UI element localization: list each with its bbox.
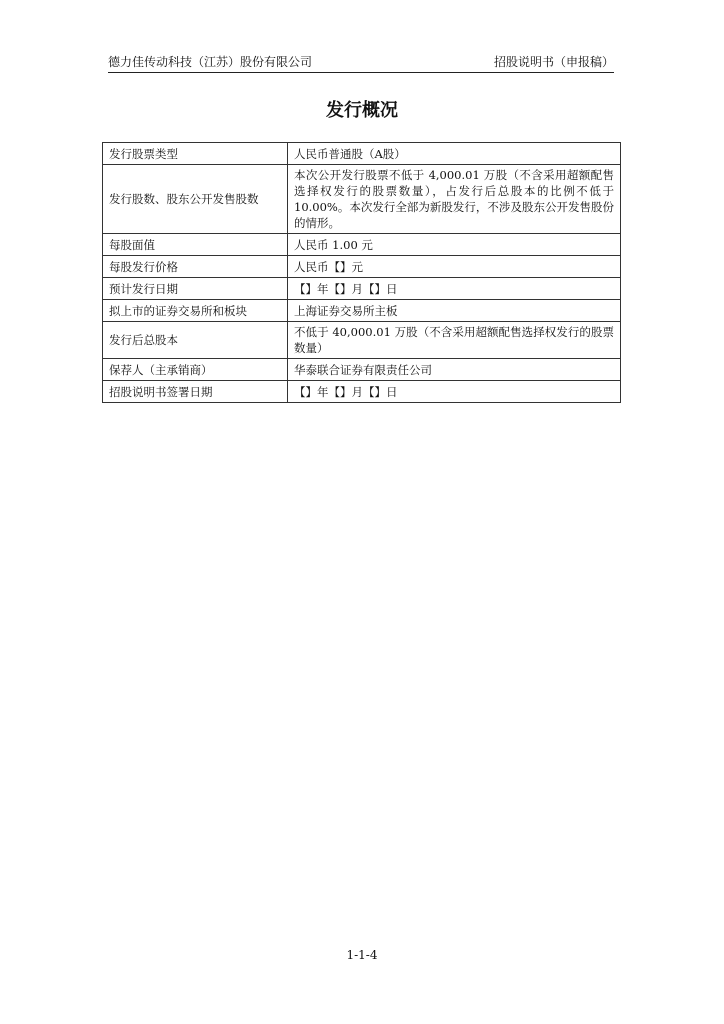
row-label: 预计发行日期: [103, 278, 288, 300]
row-value: 【】年【】月【】日: [288, 381, 621, 403]
row-label: 发行股数、股东公开发售股数: [103, 165, 288, 234]
row-value: 上海证券交易所主板: [288, 300, 621, 322]
row-label: 保荐人（主承销商）: [103, 359, 288, 381]
table-row: [103, 278, 621, 300]
page-title: 发行概况: [326, 100, 398, 121]
row-value: 人民币【】元: [288, 256, 621, 278]
row-label: 发行股票类型: [103, 143, 288, 165]
row-value: 本次公开发行股票不低于 4,000.01 万股（不含采用超额配售选择权发行的股票数量），占发行后总股本的比例不低于 10.00%。本次发行全部为新股发行，不涉及股东公开发售股份的情形。: [288, 165, 621, 234]
table-row: [103, 143, 621, 165]
table-row: [103, 234, 621, 256]
row-label: 招股说明书签署日期: [103, 381, 288, 403]
row-value: 【】年【】月【】日: [288, 278, 621, 300]
row-label: 发行后总股本: [103, 322, 288, 359]
table-row: [103, 322, 621, 359]
table-row: [103, 256, 621, 278]
offering-overview-table: [102, 142, 621, 403]
row-value: 不低于 40,000.01 万股（不含采用超额配售选择权发行的股票数量）: [288, 322, 621, 359]
row-value: 人民币普通股（A股）: [288, 143, 621, 165]
row-value: 华泰联合证券有限责任公司: [288, 359, 621, 381]
table-row: [103, 300, 621, 322]
table-row: [103, 359, 621, 381]
row-value: 人民币 1.00 元: [288, 234, 621, 256]
header-company-name: 德力佳传动科技（江苏）股份有限公司: [108, 55, 313, 69]
row-label: 每股面值: [103, 234, 288, 256]
table-row: [103, 381, 621, 403]
row-label: 每股发行价格: [103, 256, 288, 278]
row-label: 拟上市的证券交易所和板块: [103, 300, 288, 322]
table-row: [103, 165, 621, 234]
header-document-type: 招股说明书（申报稿）: [493, 55, 614, 69]
page-number: 1-1-4: [346, 948, 378, 962]
page-header: [108, 50, 614, 73]
